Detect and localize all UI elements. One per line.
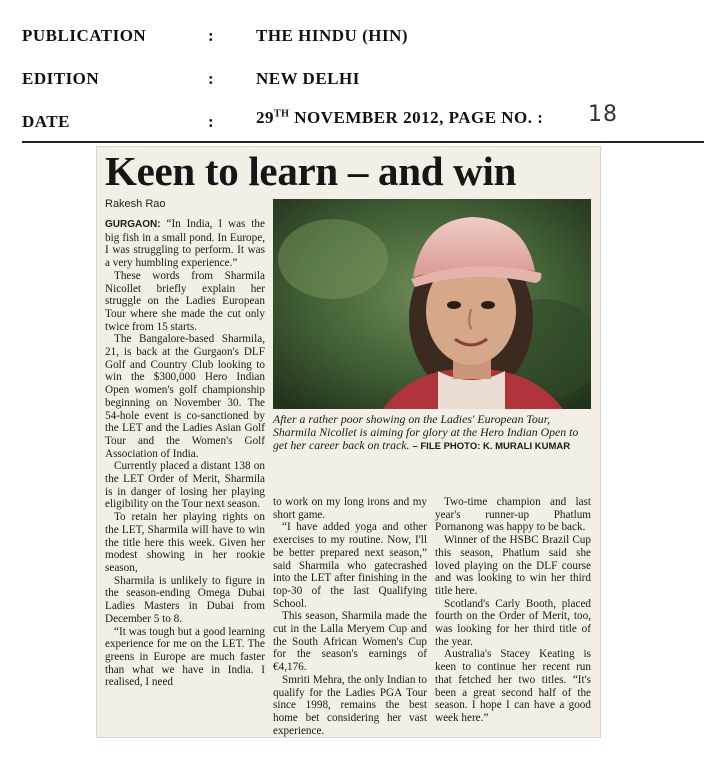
article-column-2	[273, 496, 427, 737]
date-rest: NOVEMBER 2012, PAGE NO. :	[294, 108, 544, 127]
paragraph: Winner of the HSBC Brazil Cup this season, Phatlum said she loved playing on the DLF course and was looking to win her third title here.	[435, 534, 591, 597]
edition-value: NEW DELHI	[256, 69, 360, 88]
paragraph: The Bangalore-based Sharmila, 21, is back at the Gurgaon's DLF Golf and Country Club looking to win the $300,000 Hero Indian Open women's golf championship beginning on November 30. The 54-hole event is co-sanctioned by the LET and the Ladies Asian Golf Tour and the Women's Golf Association of India.	[105, 333, 265, 460]
paragraph: Smriti Mehra, the only Indian to qualify for the Ladies PGA Tour since 1998, remains the best home bet considering her vast experience.	[273, 673, 427, 737]
publication-colon: :	[208, 26, 215, 45]
paragraph: These words from Sharmila Nicollet briefly explain her struggle on the Ladies European Tour where she made the cut only twice from 15 starts.	[105, 269, 265, 333]
paragraph: Australia's Stacey Keating is keen to continue her recent run that fetched her two titles. “It's been a great second half of the season. I hope I can have a good week here.”	[435, 648, 591, 724]
article-column-3	[435, 496, 591, 725]
date-day: 29	[256, 108, 274, 127]
article-column-1	[105, 218, 265, 689]
paragraph	[105, 218, 265, 270]
photo-sharmila-nicollet	[273, 199, 591, 409]
publication-label: PUBLICATION	[22, 26, 147, 45]
photo-caption	[273, 413, 591, 453]
dateline: GURGAON:	[105, 219, 161, 230]
edition-label: EDITION	[22, 69, 100, 88]
handwritten-page-number: 18	[588, 102, 618, 127]
paragraph: This season, Sharmila made the cut in the Lalla Meryem Cup and the South African Women's Cup for the season's earnings of €4,176.	[273, 610, 427, 674]
photo-credit: – FILE PHOTO: K. MURALI KUMAR	[412, 441, 571, 452]
newspaper-clipping	[96, 146, 601, 738]
byline: Rakesh Rao	[105, 198, 166, 210]
paragraph: to work on my long irons and my short game.	[273, 496, 427, 521]
caption-text: After a rather poor showing on the Ladies' European Tour, Sharmila Nicollet is aiming for glory at the Hero Indian Open to get her career back on track.	[273, 412, 579, 452]
paragraph: Sharmila is unlikely to figure in the season-ending Omega Dubai Ladies Masters in Dubai from December 5 to 8.	[105, 574, 265, 625]
paragraph: “I have added yoga and other exercises to my routine. Now, I'll be better prepared next season,” said Sharmila who gatecrashed into the LET after finishing in the top-30 of the last Qualifying School.	[273, 521, 427, 610]
paragraph: To retain her playing rights on the LET, Sharmila will have to win the title here this week. Given her modest showing in her rookie season,	[105, 511, 265, 574]
headline: Keen to learn – and win	[105, 148, 517, 194]
paragraph-text: “In India, I was the big fish in a small pond. In Europe, I was struggling to perform. It was a very humbling experience.”	[105, 218, 265, 270]
paragraph: Two-time champion and last year's runner-up Phatlum Pornanong was happy to be back.	[435, 496, 591, 534]
date-value	[256, 108, 543, 128]
date-label: DATE	[22, 112, 70, 131]
publication-value: THE HINDU (HIN)	[256, 26, 409, 45]
paragraph: Currently placed a distant 138 on the LET Order of Merit, Sharmila is in danger of losing her playing eligibility on the Tour next season.	[105, 460, 265, 511]
portrait-illustration	[273, 199, 591, 409]
paragraph: “It was tough but a good learning experience for me on the LET. The greens in Europe are much faster than what we have in India. I realised, I need	[105, 625, 265, 689]
header-rule	[22, 141, 704, 143]
date-suffix: TH	[274, 108, 290, 120]
edition-colon: :	[208, 69, 215, 88]
paragraph: Scotland's Carly Booth, placed fourth on the Order of Merit, too, was looking for her third title of the year.	[435, 597, 591, 648]
date-colon: :	[208, 112, 215, 131]
